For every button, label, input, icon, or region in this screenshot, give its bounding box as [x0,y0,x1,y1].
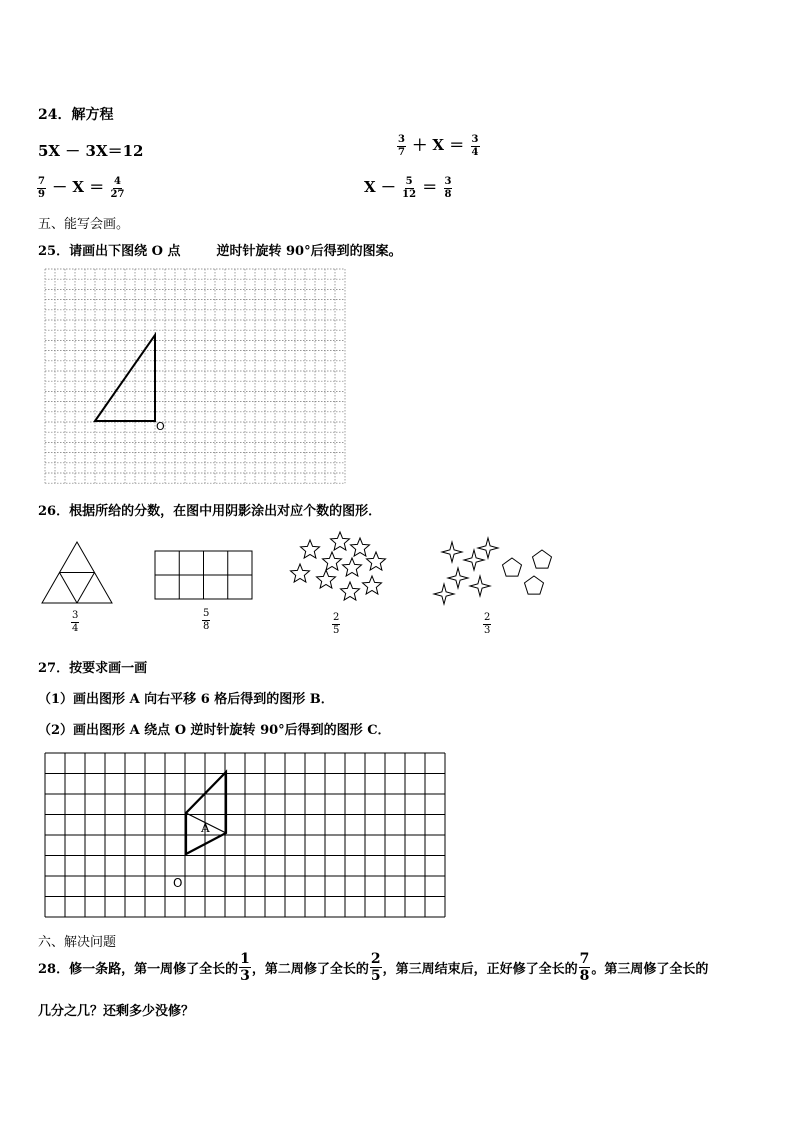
star-icon [317,570,336,588]
four-point-star-icon [434,584,454,604]
parallelogram-a [186,772,226,854]
fraction: $\frac{7}{9}$ [38,175,45,200]
section-6-heading: 六、解决问题 [38,935,117,950]
equation-3: $\frac{7}{9}$ － X ＝ $\frac{4}{27}$ [38,175,125,200]
q28-line-1: 28．修一条路，第一周修了全长的 $\frac{1}{3}$ ，第二周修了全长的 $\frac{2}{5}$ ，第三周结束后，正好修了全长的 $\frac{7}{8}$ 。第三周修了全长的 [38,951,709,984]
q27-part-1: （1）画出图形 A 向右平移 6 格后得到的图形 B． [38,692,334,707]
fraction: $\frac{5}{12}$ [402,175,417,200]
fraction: $\frac{7}{8}$ [579,951,590,984]
pentagon-icon [525,576,544,594]
stars-figure [290,530,390,610]
four-point-star-icon [470,576,490,596]
pentagon-icon [533,550,552,568]
q25-grid-figure [44,268,346,484]
star-icon [323,552,342,570]
q26-title: 26．根据所给的分数，在图中用阴影涂出对应个数的图形． [38,504,382,519]
q24-title: 24．解方程 [38,107,114,123]
section-5-heading: 五、能写会画。 [38,217,130,232]
star-icon [301,540,320,558]
fraction-3-4: $\frac{3}{4}$ [72,610,79,634]
fraction-2-5: $\frac{2}{5}$ [333,612,340,636]
fraction: $\frac{2}{5}$ [370,951,381,984]
pentagon-icon [503,558,522,576]
fraction: $\frac{3}{8}$ [444,175,452,200]
star-icon [343,558,362,576]
q27-part-2: （2）画出图形 A 绕点 O 逆时针旋转 90°后得到的图形 C． [38,723,391,738]
dotted-grid [45,269,345,483]
point-o-label: O [173,876,183,890]
four-point-star-icon [448,568,468,588]
q27-grid-figure [44,752,446,920]
rectangle-grid-figure [154,550,254,602]
q27-title: 27．按要求画一画 [38,661,148,676]
star-icon [291,564,310,582]
four-point-star-icon [478,538,498,558]
star-icon [351,538,370,556]
equation-2: $\frac{3}{7}$ ＋ X ＝ $\frac{3}{4}$ [398,133,479,158]
four-point-star-icon [442,542,462,562]
fraction: $\frac{3}{7}$ [398,133,405,158]
stars-pentagons-figure [434,538,559,608]
fraction-5-8: $\frac{5}{8}$ [203,608,210,632]
fraction-2-3: $\frac{2}{3}$ [484,612,491,636]
star-icon [341,582,360,600]
star-icon [367,552,386,570]
q25-title: 25．请画出下图绕 O 点 逆时针旋转 90°后得到的图案。 [38,244,402,259]
point-o-label: O [156,420,165,433]
square-grid [45,753,445,917]
fraction: $\frac{4}{27}$ [110,175,125,200]
four-point-star-icon [464,550,484,570]
star-icon [363,576,382,594]
fraction: $\frac{1}{3}$ [240,951,250,984]
equation-1: 5X － 3X＝12 [38,142,144,160]
equation-4: X － $\frac{5}{12}$ ＝ $\frac{3}{8}$ [364,175,452,200]
star-icon [331,532,350,550]
fraction: $\frac{3}{4}$ [471,133,479,158]
q28-line-2: 几分之几？还剩多少没修？ [38,1004,195,1019]
triangle-figure [40,540,114,606]
shape-a-label: A [201,821,210,835]
